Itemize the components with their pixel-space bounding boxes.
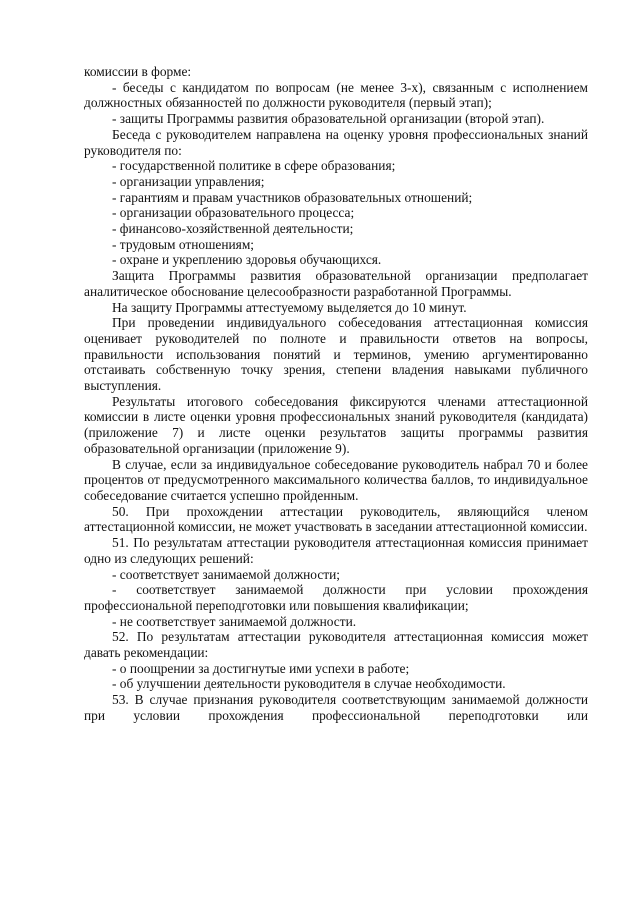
list-item-labor: - трудовым отношениям;: [112, 236, 255, 252]
paragraph-item-53: 53. В случае признания руководителя соответствующим занимаемой должности при условии прохождения профессиональной переподготовки или: [84, 692, 588, 723]
paragraph-time-limit: На защиту Программы аттестуемому выделяется до 10 минут.: [112, 299, 467, 315]
document-page: [84, 64, 588, 724]
list-item-educational-process: - организации образовательного процесса;: [112, 205, 355, 221]
paragraph-results-recording: Результаты итогового собеседования фиксируются членами аттестационной комиссии в листе оценки уровня профессиональных знаний руководителя (кандидата) (приложение 7) и листе оценки результатов защиты программы развития образовательной организации (приложение 9).: [84, 393, 588, 456]
list-item-management: - организации управления;: [112, 173, 265, 189]
paragraph-evaluation-criteria: При проведении индивидуального собеседования аттестационная комиссия оценивает руководителей по полноте и правильности ответов на вопросы, правильности использования понятий и терминов, умению аргументированно отстаивать собственную точку зрения, степени владения навыками публичного выступления.: [84, 315, 588, 394]
list-item-not-fits: - не соответствует занимаемой должности.: [112, 613, 357, 629]
paragraph-intro: комиссии в форме:: [84, 64, 192, 79]
paragraph-interview-purpose: Беседа с руководителем направлена на оценку уровня профессиональных знаний руководителя по:: [84, 126, 588, 158]
paragraph-passing-threshold: В случае, если за индивидуальное собеседование руководитель набрал 70 и более процентов от предусмотренного максимального количества баллов, то индивидуальное собеседование считается успешно пройденным.: [84, 456, 588, 503]
list-item-health: - охране и укреплению здоровья обучающихся.: [112, 252, 382, 268]
list-item-fits-position: - соответствует занимаемой должности;: [112, 566, 340, 582]
list-item-program-defense: - защиты Программы развития образовательной организации (второй этап).: [112, 111, 545, 127]
paragraph-item-50: 50. При прохождении аттестации руководитель, являющийся членом аттестационной комиссии, не может участвовать в заседании аттестационной комиссии.: [84, 503, 588, 535]
paragraph-item-52: 52. По результатам аттестации руководителя аттестационная комиссия может давать рекомендации:: [84, 629, 588, 661]
list-item-encouragement: - о поощрении за достигнутые ими успехи в работе;: [112, 660, 410, 676]
paragraph-program-defense: Защита Программы развития образовательной организации предполагает аналитическое обоснование целесообразности разработанной Программы.: [84, 268, 588, 299]
list-item-state-policy: - государственной политике в сфере образования;: [112, 158, 396, 174]
list-item-rights: - гарантиям и правам участников образовательных отношений;: [112, 189, 473, 205]
list-item-improvement: - об улучшении деятельности руководителя в случае необходимости.: [112, 676, 506, 692]
list-item-fits-with-training: - соответствует занимаемой должности при условии прохождения профессиональной переподготовки или повышения квалификации;: [84, 582, 588, 613]
list-item-finance: - финансово-хозяйственной деятельности;: [112, 221, 354, 237]
paragraph-item-51: 51. По результатам аттестации руководителя аттестационная комиссия принимает одно из следующих решений:: [84, 535, 588, 566]
list-item-interview: - беседы с кандидатом по вопросам (не менее 3-х), связанным с исполнением должностных обязанностей по должности руководителя (первый этап);: [84, 79, 588, 111]
